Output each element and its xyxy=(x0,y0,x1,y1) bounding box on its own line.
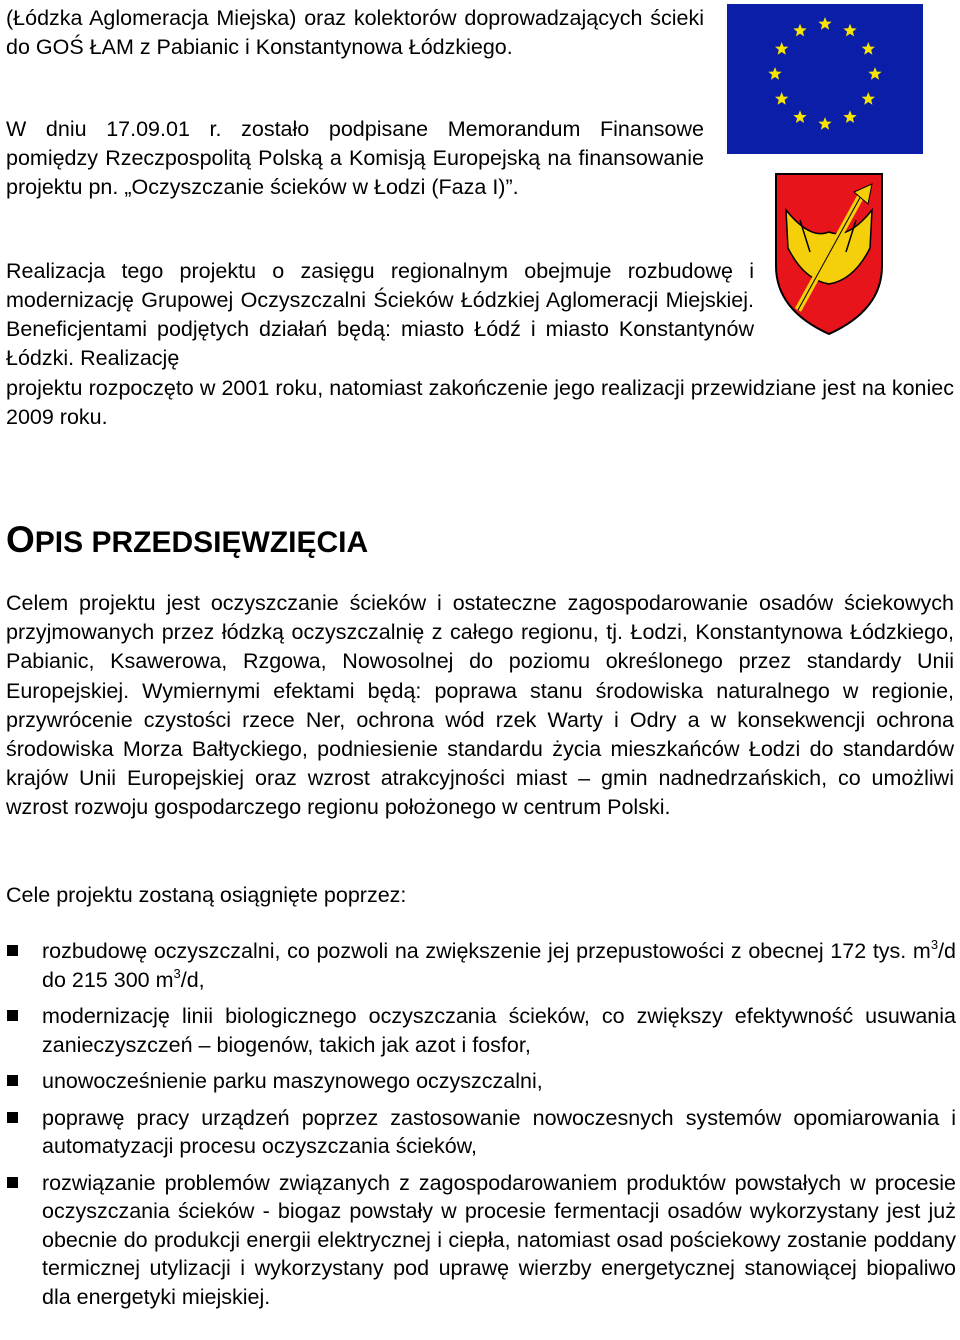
list-item: poprawę pracy urządzeń poprzez zastosowanie nowoczesnych systemów opomiarowania i automatyzacji procesu oczyszczania ścieków, xyxy=(0,1104,956,1161)
bullet-square-icon xyxy=(7,1177,18,1188)
section-heading xyxy=(6,520,368,563)
heading-initial: O xyxy=(6,519,35,560)
list-item: modernizację linii biologicznego oczyszczania ścieków, co zwiększy efektywność usuwania zanieczyszczeń – biogenów, takich jak azot i fosfor, xyxy=(0,1002,956,1059)
goals-list xyxy=(0,937,956,1311)
list-item: rozbudowę oczyszczalni, co pozwoli na zwiększenie jej przepustowości z obecnej 172 tys. $m^3/d$ do 215 300 $m^3/d$, xyxy=(0,937,956,994)
bullet-square-icon xyxy=(7,945,18,956)
list-item: unowocześnienie parku maszynowego oczyszczalni, xyxy=(0,1067,956,1096)
bullet-square-icon xyxy=(7,1010,18,1021)
paragraph-memorandum: W dniu 17.09.01 r. zostało podpisane Memorandum Finansowe pomiędzy Rzeczpospolitą Polską a Komisją Europejską na finansowanie projektu pn. „Oczyszczanie ścieków w Łodzi (Faza I)”. xyxy=(6,117,704,199)
paragraph-realization-cont: projektu rozpoczęto w 2001 roku, natomiast zakończenie jego realizacji przewidziane jest na koniec 2009 roku. xyxy=(6,376,954,429)
bullet-square-icon xyxy=(7,1075,18,1086)
goals-intro: Cele projektu zostaną osiągnięte poprzez: xyxy=(6,883,407,907)
eu-flag-icon xyxy=(727,4,923,154)
heading-rest: PIS PRZEDSIĘWZIĘCIA xyxy=(34,526,369,559)
coat-of-arms-icon xyxy=(770,170,888,338)
description-paragraph: Celem projektu jest oczyszczanie ścieków i ostateczne zagospodarowanie osadów ściekowych przyjmowanych przez łódzką oczyszczalnię z całego regionu, tj. Łodzi, Konstantynowa Łódzkiego, Pabianic, Ksawerowa, Rzgowa, Nowosolnej do poziomu określonego przez standardy Unii Europejskiej. Wymiernymi efektami będą: poprawa stanu środowiska naturalnego w regionie, przywrócenie czystości rzece Ner, ochrona wód rzek Warty i Odry a w konsekwencji ochrona środowiska Morza Bałtyckiego, podniesienie standardu życia mieszkańców Łodzi do standardów krajów Unii Europejskiej oraz wzrost atrakcyjności miast – gmin nadnedrzańskich, co umożliwi wzrost rozwoju gospodarczego regionu położonego w centrum Polski. xyxy=(6,591,954,820)
list-item: rozwiązanie problemów związanych z zagospodarowaniem produktów powstałych w procesie oczyszczania ścieków - biogaz powstały w procesie fermentacji osadów wykorzystany jest już obecnie do produkcji energii elektrycznej i ciepła, natomiast osad pościekowy zostanie poddany termicznej utylizacji i wykorzystany pod uprawę wierzby energetycznej stanowiącej biopaliwo dla energetyki miejskiej. xyxy=(0,1169,956,1312)
bullet-square-icon xyxy=(7,1112,18,1123)
paragraph-intro: (Łódzka Aglomeracja Miejska) oraz kolektorów doprowadzających ścieki do GOŚ ŁAM z Pabianic i Konstantynowa Łódzkiego. xyxy=(6,6,704,59)
paragraph-realization: Realizacja tego projektu o zasięgu regionalnym obejmuje rozbudowę i modernizację Grupowej Oczyszczalni Ścieków Łódzkiej Aglomeracji Miejskiej. Beneficjentami podjętych działań będą: miasto Łódź i miasto Konstantynów Łódzki. Realizację xyxy=(6,259,754,370)
